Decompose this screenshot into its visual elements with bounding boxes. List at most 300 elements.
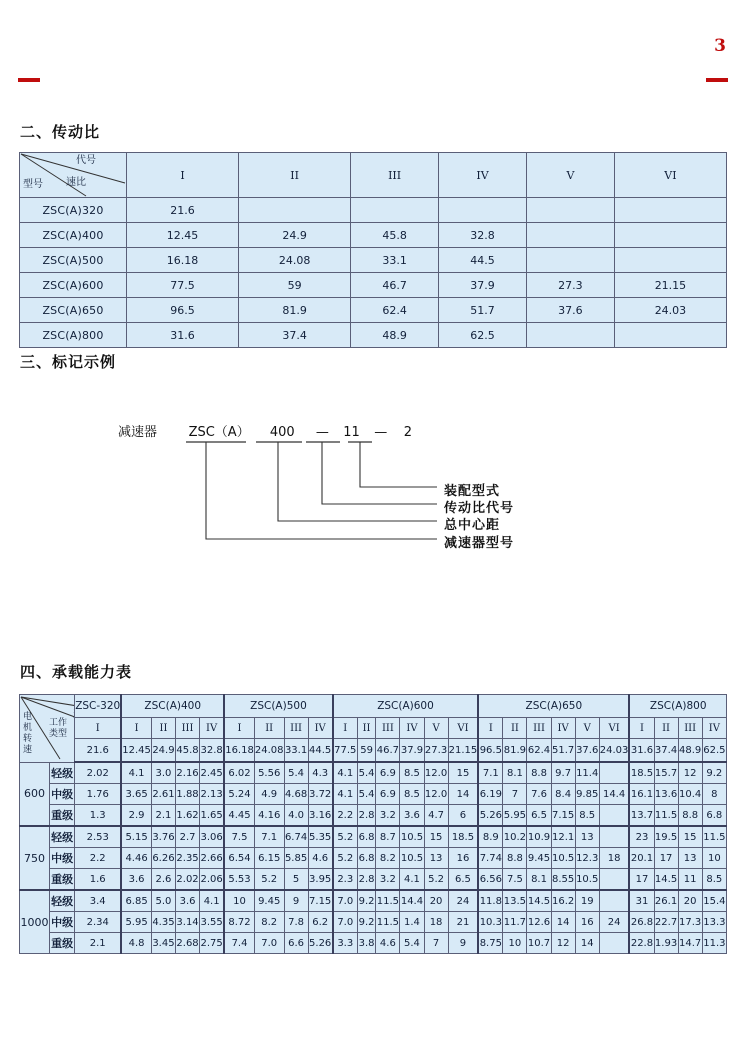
capacity-ratio-cell: 62.4 <box>527 739 551 763</box>
capacity-data-cell: 12.1 <box>551 826 575 848</box>
capacity-data-cell: 4.1 <box>333 784 358 805</box>
ratio-row-model: ZSC(A)600 <box>20 273 127 298</box>
capacity-ratio-cell: 27.3 <box>424 739 448 763</box>
capacity-data-cell: 6.5 <box>527 805 551 827</box>
capacity-data-cell: 8.9 <box>478 826 503 848</box>
capacity-data-cell: 22.8 <box>629 933 654 954</box>
ratio-table-row <box>20 248 727 273</box>
capacity-data-cell: 4.1 <box>400 869 424 891</box>
capacity-data-cell: 5.53 <box>224 869 254 891</box>
ratio-table-row <box>20 323 727 348</box>
capacity-data-cell: 6 <box>448 805 478 827</box>
capacity-data-cell: 7.0 <box>333 912 358 933</box>
capacity-column-header: IV <box>702 718 726 739</box>
capacity-ratio-cell: 37.9 <box>400 739 424 763</box>
capacity-data-cell: 1.6 <box>75 869 122 891</box>
ratio-cell: 48.9 <box>351 323 439 348</box>
ratio-cell: 45.8 <box>351 223 439 248</box>
capacity-load-type-label: 中级 <box>49 912 74 933</box>
capacity-ratio-cell: 21.6 <box>75 739 122 763</box>
capacity-column-header: III <box>678 718 702 739</box>
capacity-data-cell: 18 <box>599 848 629 869</box>
capacity-data-cell: 10.5 <box>575 869 599 891</box>
ratio-column-header-5: V <box>526 153 614 198</box>
capacity-data-cell: 8.1 <box>503 762 527 784</box>
capacity-data-cell: 7.15 <box>551 805 575 827</box>
ratio-cell: 24.03 <box>614 298 726 323</box>
capacity-data-cell: 5.85 <box>284 848 308 869</box>
capacity-data-cell: 2.9 <box>121 805 151 827</box>
capacity-data-cell: 3.72 <box>308 784 333 805</box>
capacity-data-cell: 10.5 <box>551 848 575 869</box>
capacity-data-cell: 6.85 <box>121 890 151 912</box>
capacity-data-cell: 2.02 <box>176 869 200 891</box>
capacity-data-cell: 5.4 <box>400 933 424 954</box>
capacity-data-cell: 5.95 <box>503 805 527 827</box>
capacity-data-cell: 8.5 <box>400 784 424 805</box>
capacity-group-header: ZSC(A)500 <box>224 695 333 718</box>
capacity-data-cell: 8.4 <box>551 784 575 805</box>
capacity-data-cell: 2.6 <box>151 869 175 891</box>
capacity-data-cell: 3.2 <box>376 805 400 827</box>
ratio-cell: 37.4 <box>239 323 351 348</box>
capacity-data-cell: 2.34 <box>75 912 122 933</box>
capacity-data-cell: 10.3 <box>478 912 503 933</box>
capacity-data-cell: 2.13 <box>200 784 225 805</box>
capacity-data-cell: 12 <box>678 762 702 784</box>
ratio-cell <box>526 198 614 223</box>
capacity-load-type-label: 轻级 <box>49 890 74 912</box>
capacity-data-cell: 7.1 <box>254 826 284 848</box>
ratio-column-header-2: II <box>239 153 351 198</box>
capacity-table-row <box>20 933 727 954</box>
capacity-data-cell: 6.2 <box>308 912 333 933</box>
capacity-data-cell: 2.68 <box>176 933 200 954</box>
capacity-ratio-cell: 51.7 <box>551 739 575 763</box>
capacity-data-cell: 17 <box>654 848 678 869</box>
capacity-data-cell: 1.3 <box>75 805 122 827</box>
capacity-table-row <box>20 805 727 827</box>
capacity-data-cell: 7.6 <box>527 784 551 805</box>
capacity-data-cell: 7.15 <box>308 890 333 912</box>
capacity-data-cell: 3.06 <box>200 826 225 848</box>
capacity-data-cell: 16.2 <box>551 890 575 912</box>
capacity-data-cell: 4.45 <box>224 805 254 827</box>
capacity-data-cell: 16 <box>448 848 478 869</box>
ratio-cell: 62.5 <box>439 323 527 348</box>
capacity-column-header: I <box>629 718 654 739</box>
capacity-data-cell: 15 <box>424 826 448 848</box>
capacity-data-cell: 10.4 <box>678 784 702 805</box>
ratio-cell: 44.5 <box>439 248 527 273</box>
capacity-column-header: VI <box>448 718 478 739</box>
capacity-data-cell: 5.2 <box>333 848 358 869</box>
capacity-data-cell: 4.1 <box>333 762 358 784</box>
capacity-data-cell: 6.02 <box>224 762 254 784</box>
capacity-data-cell: 2.02 <box>75 762 122 784</box>
capacity-data-cell: 3.4 <box>75 890 122 912</box>
ratio-table-corner-header <box>20 153 127 198</box>
ratio-cell: 33.1 <box>351 248 439 273</box>
transmission-ratio-table <box>19 152 727 348</box>
capacity-data-cell: 8.7 <box>376 826 400 848</box>
capacity-data-cell: 9.45 <box>254 890 284 912</box>
capacity-data-cell: 4.3 <box>308 762 333 784</box>
capacity-rpm-label: 750 <box>20 826 50 890</box>
capacity-data-cell: 13 <box>575 826 599 848</box>
capacity-data-cell: 7.0 <box>333 890 358 912</box>
capacity-data-cell: 3.14 <box>176 912 200 933</box>
ratio-column-header-4: IV <box>439 153 527 198</box>
capacity-table-row <box>20 826 727 848</box>
ratio-cell: 96.5 <box>127 298 239 323</box>
capacity-data-cell: 24 <box>599 912 629 933</box>
capacity-load-type-label: 重级 <box>49 869 74 891</box>
capacity-table-row <box>20 762 727 784</box>
capacity-ratio-cell: 81.9 <box>503 739 527 763</box>
capacity-data-cell: 13.6 <box>654 784 678 805</box>
marking-callout-reducer-model: 减速器型号 <box>444 536 515 551</box>
ratio-cell: 62.4 <box>351 298 439 323</box>
capacity-ratio-cell: 48.9 <box>678 739 702 763</box>
capacity-ratio-cell: 21.15 <box>448 739 478 763</box>
capacity-data-cell: 13.7 <box>629 805 654 827</box>
ratio-row-model: ZSC(A)650 <box>20 298 127 323</box>
capacity-load-type-label: 中级 <box>49 784 74 805</box>
capacity-corner-worktype-label: 工作类型 <box>48 718 67 740</box>
capacity-data-cell: 23 <box>629 826 654 848</box>
capacity-column-header: II <box>503 718 527 739</box>
ratio-cell: 21.15 <box>614 273 726 298</box>
capacity-data-cell: 3.6 <box>176 890 200 912</box>
capacity-data-cell: 11.5 <box>376 890 400 912</box>
capacity-group-header: ZSC(A)600 <box>333 695 479 718</box>
capacity-data-cell: 19.5 <box>654 826 678 848</box>
capacity-data-cell: 5.2 <box>254 869 284 891</box>
ratio-cell <box>614 198 726 223</box>
capacity-data-cell: 18.5 <box>448 826 478 848</box>
capacity-data-cell: 1.62 <box>176 805 200 827</box>
capacity-data-cell: 4.9 <box>254 784 284 805</box>
capacity-data-cell: 1.76 <box>75 784 122 805</box>
capacity-column-header: IV <box>400 718 424 739</box>
capacity-data-cell: 5.4 <box>284 762 308 784</box>
capacity-data-cell: 13 <box>424 848 448 869</box>
ratio-cell <box>614 323 726 348</box>
capacity-data-cell: 4.6 <box>308 848 333 869</box>
capacity-data-cell: 5.26 <box>478 805 503 827</box>
ratio-corner-model-label: 型号 <box>23 179 43 190</box>
capacity-data-cell: 2.1 <box>75 933 122 954</box>
ratio-cell: 32.8 <box>439 223 527 248</box>
capacity-data-cell: 10 <box>702 848 726 869</box>
capacity-data-cell: 15.7 <box>654 762 678 784</box>
ratio-table-row <box>20 298 727 323</box>
capacity-data-cell: 9 <box>448 933 478 954</box>
capacity-data-cell: 11.5 <box>702 826 726 848</box>
capacity-data-cell: 12.0 <box>424 784 448 805</box>
capacity-data-cell: 8.5 <box>702 869 726 891</box>
capacity-data-cell: 6.19 <box>478 784 503 805</box>
capacity-data-cell: 11.4 <box>575 762 599 784</box>
ratio-table-row <box>20 223 727 248</box>
capacity-data-cell: 2.3 <box>333 869 358 891</box>
capacity-data-cell: 9 <box>284 890 308 912</box>
capacity-column-header: I <box>333 718 358 739</box>
capacity-data-cell: 7.74 <box>478 848 503 869</box>
capacity-data-cell: 18.5 <box>629 762 654 784</box>
capacity-data-cell: 26.1 <box>654 890 678 912</box>
capacity-data-cell <box>599 890 629 912</box>
marking-callout-assembly-type: 装配型式 <box>444 484 501 499</box>
capacity-data-cell: 15.4 <box>702 890 726 912</box>
capacity-data-cell: 7 <box>503 784 527 805</box>
capacity-data-cell: 4.16 <box>254 805 284 827</box>
capacity-ratio-cell: 24.08 <box>254 739 284 763</box>
capacity-load-type-label: 中级 <box>49 848 74 869</box>
header-rule-left <box>18 78 40 82</box>
marking-part-reducer: 减速器 <box>118 425 158 440</box>
capacity-data-cell: 11.3 <box>702 933 726 954</box>
capacity-data-cell: 3.0 <box>151 762 175 784</box>
capacity-ratio-cell: 37.4 <box>654 739 678 763</box>
capacity-data-cell: 11.5 <box>654 805 678 827</box>
capacity-data-cell: 10.5 <box>400 848 424 869</box>
capacity-data-cell: 11.8 <box>478 890 503 912</box>
capacity-column-header: III <box>527 718 551 739</box>
marking-part-center-distance: 400 <box>269 425 295 440</box>
capacity-data-cell: 3.45 <box>151 933 175 954</box>
capacity-column-header: V <box>575 718 599 739</box>
capacity-data-cell: 10.9 <box>527 826 551 848</box>
capacity-data-cell <box>599 933 629 954</box>
capacity-data-cell: 2.61 <box>151 784 175 805</box>
capacity-data-cell <box>599 826 629 848</box>
ratio-cell: 81.9 <box>239 298 351 323</box>
capacity-data-cell <box>599 762 629 784</box>
load-capacity-table <box>19 694 727 954</box>
capacity-data-cell: 5.24 <box>224 784 254 805</box>
capacity-data-cell: 15 <box>448 762 478 784</box>
capacity-data-cell: 11 <box>678 869 702 891</box>
capacity-data-cell: 6.8 <box>357 826 376 848</box>
ratio-cell: 12.45 <box>127 223 239 248</box>
capacity-data-cell: 2.53 <box>75 826 122 848</box>
capacity-data-cell: 6.6 <box>284 933 308 954</box>
ratio-row-model: ZSC(A)320 <box>20 198 127 223</box>
capacity-data-cell: 8.8 <box>678 805 702 827</box>
capacity-data-cell: 3.2 <box>376 869 400 891</box>
ratio-cell: 31.6 <box>127 323 239 348</box>
ratio-column-header-3: III <box>351 153 439 198</box>
capacity-column-header: III <box>376 718 400 739</box>
capacity-data-cell: 2.66 <box>200 848 225 869</box>
capacity-data-cell: 8.2 <box>376 848 400 869</box>
ratio-corner-code-label: 代号 <box>76 155 96 166</box>
capacity-data-cell: 6.9 <box>376 784 400 805</box>
capacity-data-cell: 9.2 <box>357 912 376 933</box>
ratio-row-model: ZSC(A)500 <box>20 248 127 273</box>
capacity-column-header: I <box>224 718 254 739</box>
ratio-cell: 77.5 <box>127 273 239 298</box>
capacity-column-header: IV <box>200 718 225 739</box>
capacity-group-header: ZSC-320 <box>75 695 122 718</box>
capacity-data-cell: 6.9 <box>376 762 400 784</box>
capacity-table-row <box>20 890 727 912</box>
capacity-data-cell: 14.7 <box>678 933 702 954</box>
capacity-data-cell: 12 <box>551 933 575 954</box>
capacity-table-corner-header <box>20 695 75 763</box>
ratio-cell: 37.6 <box>526 298 614 323</box>
capacity-ratio-cell: 96.5 <box>478 739 503 763</box>
ratio-cell: 24.9 <box>239 223 351 248</box>
capacity-column-header: II <box>654 718 678 739</box>
marking-part-ratio-code: 11 <box>343 425 360 440</box>
capacity-data-cell: 5.2 <box>333 826 358 848</box>
capacity-column-header: III <box>176 718 200 739</box>
capacity-data-cell: 10.2 <box>503 826 527 848</box>
capacity-ratio-cell: 62.5 <box>702 739 726 763</box>
ratio-cell <box>614 248 726 273</box>
capacity-group-header: ZSC(A)650 <box>478 695 629 718</box>
capacity-data-cell: 2.06 <box>200 869 225 891</box>
ratio-cell <box>526 323 614 348</box>
ratio-cell <box>526 223 614 248</box>
capacity-data-cell: 4.1 <box>121 762 151 784</box>
capacity-column-header: I <box>121 718 151 739</box>
capacity-data-cell: 2.16 <box>176 762 200 784</box>
capacity-data-cell: 19 <box>575 890 599 912</box>
capacity-ratio-cell: 33.1 <box>284 739 308 763</box>
capacity-ratio-cell: 24.9 <box>151 739 175 763</box>
ratio-cell: 46.7 <box>351 273 439 298</box>
capacity-data-cell: 10.7 <box>527 933 551 954</box>
capacity-data-cell: 6.26 <box>151 848 175 869</box>
marking-part-dash-2: — <box>374 425 388 440</box>
ratio-cell: 51.7 <box>439 298 527 323</box>
capacity-column-header: VI <box>599 718 629 739</box>
capacity-data-cell: 6.5 <box>448 869 478 891</box>
section-title-marking: 三、标记示例 <box>20 353 117 371</box>
capacity-data-cell: 9.2 <box>357 890 376 912</box>
capacity-data-cell: 6.74 <box>284 826 308 848</box>
capacity-data-cell: 13.3 <box>702 912 726 933</box>
capacity-data-cell: 3.6 <box>121 869 151 891</box>
capacity-data-cell: 8.8 <box>527 762 551 784</box>
capacity-column-header: III <box>284 718 308 739</box>
capacity-table-row <box>20 848 727 869</box>
capacity-ratio-cell: 16.18 <box>224 739 254 763</box>
capacity-ratio-cell: 24.03 <box>599 739 629 763</box>
marking-part-dash-1: — <box>315 425 329 440</box>
capacity-data-cell: 1.65 <box>200 805 225 827</box>
capacity-data-cell: 18 <box>424 912 448 933</box>
capacity-data-cell: 9.7 <box>551 762 575 784</box>
capacity-data-cell: 14.5 <box>527 890 551 912</box>
ratio-row-model: ZSC(A)400 <box>20 223 127 248</box>
capacity-data-cell: 2.2 <box>75 848 122 869</box>
capacity-rpm-label: 600 <box>20 762 50 826</box>
capacity-data-cell: 3.76 <box>151 826 175 848</box>
marking-part-model: ZSC（A） <box>188 425 250 440</box>
capacity-data-cell: 13 <box>678 848 702 869</box>
capacity-data-cell: 5.4 <box>357 784 376 805</box>
page-header <box>0 0 746 100</box>
capacity-data-cell: 8.2 <box>254 912 284 933</box>
ratio-cell: 24.08 <box>239 248 351 273</box>
capacity-data-cell: 4.68 <box>284 784 308 805</box>
capacity-data-cell: 21 <box>448 912 478 933</box>
capacity-data-cell: 2.45 <box>200 762 225 784</box>
capacity-data-cell <box>599 805 629 827</box>
capacity-ratio-row <box>20 739 727 763</box>
capacity-data-cell: 26.8 <box>629 912 654 933</box>
capacity-group-header: ZSC(A)400 <box>121 695 224 718</box>
capacity-data-cell: 1.93 <box>654 933 678 954</box>
capacity-data-cell: 10 <box>224 890 254 912</box>
ratio-table-row <box>20 198 727 223</box>
capacity-ratio-cell: 46.7 <box>376 739 400 763</box>
capacity-data-cell: 11.7 <box>503 912 527 933</box>
capacity-load-type-label: 轻级 <box>49 762 74 784</box>
capacity-corner-rpm-label: 电机转速 <box>22 712 32 756</box>
capacity-load-type-label: 重级 <box>49 805 74 827</box>
capacity-data-cell: 12.6 <box>527 912 551 933</box>
capacity-data-cell: 12.3 <box>575 848 599 869</box>
capacity-data-cell: 24 <box>448 890 478 912</box>
capacity-data-cell: 4.46 <box>121 848 151 869</box>
marking-part-assembly-type: 2 <box>403 425 412 440</box>
capacity-data-cell: 5.56 <box>254 762 284 784</box>
capacity-table-row <box>20 912 727 933</box>
capacity-data-cell: 7 <box>424 933 448 954</box>
capacity-data-cell: 14.5 <box>654 869 678 891</box>
capacity-data-cell: 8.55 <box>551 869 575 891</box>
capacity-ratio-cell: 77.5 <box>333 739 358 763</box>
capacity-table-row <box>20 869 727 891</box>
capacity-data-cell: 3.16 <box>308 805 333 827</box>
capacity-data-cell: 3.3 <box>333 933 358 954</box>
marking-example-diagram <box>0 400 746 600</box>
capacity-data-cell: 5.26 <box>308 933 333 954</box>
capacity-data-cell: 13.5 <box>503 890 527 912</box>
capacity-data-cell: 20 <box>424 890 448 912</box>
capacity-column-header: IV <box>308 718 333 739</box>
capacity-data-cell: 2.2 <box>333 805 358 827</box>
ratio-cell <box>439 198 527 223</box>
capacity-load-type-label: 重级 <box>49 933 74 954</box>
capacity-data-cell: 8.75 <box>478 933 503 954</box>
capacity-data-cell: 4.0 <box>284 805 308 827</box>
capacity-data-cell: 2.75 <box>200 933 225 954</box>
capacity-column-header: II <box>357 718 376 739</box>
capacity-data-cell: 3.65 <box>121 784 151 805</box>
capacity-ratio-cell: 45.8 <box>176 739 200 763</box>
header-rule-right <box>706 78 728 82</box>
capacity-data-cell: 5 <box>284 869 308 891</box>
capacity-rpm-label: 1000 <box>20 890 50 954</box>
capacity-data-cell: 7.5 <box>503 869 527 891</box>
capacity-group-header: ZSC(A)800 <box>629 695 726 718</box>
capacity-ratio-cell: 31.6 <box>629 739 654 763</box>
capacity-ratio-cell: 37.6 <box>575 739 599 763</box>
capacity-data-cell: 1.88 <box>176 784 200 805</box>
capacity-data-cell: 7.5 <box>224 826 254 848</box>
capacity-data-cell: 3.95 <box>308 869 333 891</box>
capacity-data-cell: 14.4 <box>400 890 424 912</box>
capacity-data-cell: 4.1 <box>200 890 225 912</box>
capacity-data-cell: 2.1 <box>151 805 175 827</box>
